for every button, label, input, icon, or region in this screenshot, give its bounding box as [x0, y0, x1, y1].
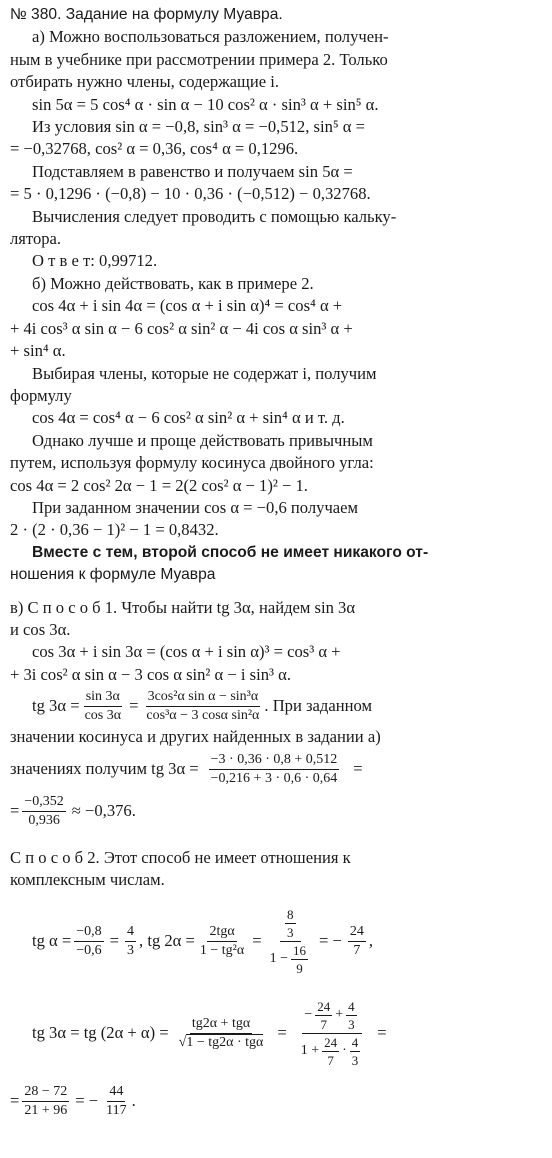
- denominator: 3: [287, 924, 294, 940]
- formula-text: = −: [75, 1091, 99, 1111]
- formula-line: = 5 · 0,1296 · (−0,8) − 10 · 0,36 · (−0,512) − 0,32768.: [10, 184, 371, 204]
- text-line: Выбирая члены, которые не содержат i, получим: [32, 363, 377, 383]
- formula-tg3a-values: [10, 749, 542, 791]
- formula-tg3a-result: [10, 791, 542, 833]
- formula-line: + 3i cos² α sin α − 3 cos α sin² α − i sin³ α.: [10, 664, 291, 684]
- fraction: [22, 1084, 69, 1119]
- formula-line: sin 5α = 5 cos⁴ α · sin α − 10 cos² α · sin³ α + sin⁵ α.: [32, 94, 379, 114]
- problem-title: № 380. Задание на формулу Муавра.: [10, 6, 283, 23]
- fraction: [350, 1035, 361, 1068]
- fraction: [209, 752, 340, 787]
- formula-final: [10, 1079, 542, 1123]
- denominator: 9: [296, 960, 303, 976]
- formula-line: cos 4α = 2 cos² 2α − 1 = 2(2 cos² α − 1)² − 1.: [10, 475, 308, 495]
- fraction: [22, 794, 65, 829]
- denominator: 7: [320, 1016, 327, 1032]
- numerator: 4: [348, 998, 355, 1014]
- fraction: [144, 689, 261, 724]
- formula-text: =: [10, 801, 20, 821]
- text-line: комплексным числам.: [10, 870, 165, 889]
- formula-text: =: [129, 695, 139, 715]
- denominator: [177, 1034, 266, 1051]
- text-line: и cos 3α.: [10, 619, 71, 639]
- formula-text: ,: [368, 931, 374, 951]
- fraction: [285, 907, 296, 940]
- numerator: −0,352: [22, 794, 65, 812]
- text-line: При заданном значении cos α = −0,6 получаем: [32, 497, 359, 517]
- fraction: [315, 999, 332, 1032]
- formula-line: cos 4α + i sin 4α = (cos α + i sin α)⁴ = cos⁴ α +: [32, 296, 343, 316]
- fraction: [177, 1016, 266, 1051]
- denominator: cos³α − 3 cosα sin²α: [146, 707, 260, 723]
- fraction: [198, 924, 246, 959]
- formula-line: cos 3α + i sin 3α = (cos α + i sin α)³ = cos³ α +: [32, 642, 341, 662]
- denominator: 117: [106, 1102, 127, 1118]
- radicand: 1 − tg2α · tgα: [186, 1034, 264, 1050]
- numerator: 4: [125, 924, 136, 942]
- formula-line: + 4i cos³ α sin α − 6 cos² α sin² α − 4i cos α sin³ α +: [10, 318, 353, 338]
- numerator: 28 − 72: [22, 1084, 69, 1102]
- denominator: −0,6: [76, 942, 102, 958]
- formula-text: 1 +: [300, 1043, 320, 1059]
- formula-text: =: [277, 1023, 287, 1043]
- formula-text: tg α =: [32, 931, 72, 951]
- formula-text: 1 −: [269, 951, 288, 967]
- answer-line: О т в е т: 0,99712.: [32, 251, 158, 271]
- remark-line: ношения к формуле Муавра: [10, 566, 216, 584]
- sqrt-icon: √: [178, 1034, 187, 1050]
- formula-text: =: [377, 1023, 387, 1043]
- fraction: [322, 1035, 339, 1068]
- numerator: 44: [107, 1084, 125, 1102]
- formula-tga-tg2a: [10, 895, 542, 987]
- denominator: 1 − tg²α: [199, 942, 245, 958]
- denominator: [299, 1034, 366, 1068]
- formula-text: tg 3α =: [32, 695, 80, 715]
- numerator: 24: [324, 1034, 338, 1050]
- formula-line: cos 4α = cos⁴ α − 6 cos² α sin² α + sin⁴ α и т. д.: [32, 408, 345, 428]
- text-line: Из условия sin α = −0,8, sin³ α = −0,512, sin⁵ α =: [32, 117, 366, 137]
- formula-text: =: [353, 759, 363, 779]
- method-heading: в) С п о с о б 1. Чтобы найти tg 3α, найдем sin 3α: [10, 597, 356, 617]
- denominator: 7: [353, 942, 361, 958]
- formula-text: =: [109, 931, 120, 951]
- formula-text: = −: [318, 931, 342, 951]
- formula-text: ·: [342, 1043, 347, 1059]
- fraction: [104, 1084, 128, 1119]
- numerator: 3cos²α sin α − sin³α: [146, 689, 261, 707]
- text-line: Однако лучше и проще действовать привычным: [32, 430, 373, 450]
- remark-line: Вместе с тем, второй способ не имеет никакого от-: [32, 543, 429, 561]
- text-line: формулу: [10, 385, 72, 405]
- text-line: лятора.: [10, 229, 62, 249]
- numerator: 24: [348, 924, 366, 942]
- text-line: путем, используя формулу косинуса двойного угла:: [10, 453, 374, 473]
- fraction: [348, 924, 366, 959]
- formula-text: −: [304, 1007, 313, 1023]
- numerator: [302, 999, 361, 1034]
- text-line: а) Можно воспользоваться разложением, получен-: [32, 27, 389, 47]
- method-heading: С п о с о б 2. Этот способ не имеет отношения к: [10, 847, 351, 867]
- formula-text: .: [131, 1091, 136, 1111]
- numerator: 24: [317, 998, 331, 1014]
- formula-text: . При заданном: [264, 695, 372, 715]
- formula-text: ≈ −0,376.: [71, 801, 136, 821]
- numerator: tg2α + tgα: [190, 1016, 252, 1034]
- formula-line: 2 · (2 · 0,36 − 1)² − 1 = 0,8432.: [10, 520, 219, 540]
- numerator: 16: [292, 942, 306, 958]
- numerator: −0,8: [74, 924, 103, 942]
- numerator: [280, 907, 301, 942]
- spacer: [10, 587, 542, 597]
- denominator: 3: [127, 942, 135, 958]
- text-line: Вычисления следует проводить с помощью кальку-: [32, 206, 397, 226]
- fraction: [125, 924, 136, 959]
- formula-text: tg 3α = tg (2α + α) =: [32, 1023, 169, 1043]
- denominator: −0,216 + 3 · 0,6 · 0,64: [210, 771, 338, 787]
- numerator: sin 3α: [84, 689, 122, 707]
- formula-text: значениях получим tg 3α =: [10, 759, 199, 779]
- formula-text: +: [335, 1007, 344, 1023]
- text-line: ным в учебнике при рассмотрении примера 2. Только: [10, 49, 388, 69]
- text-line: значении косинуса и других найденных в задании а): [10, 727, 381, 747]
- fraction: [83, 689, 124, 724]
- numerator: 8: [287, 906, 294, 922]
- denominator: 21 + 96: [24, 1102, 68, 1118]
- formula-line: = −0,32768, cos² α = 0,36, cos⁴ α = 0,1296.: [10, 139, 299, 159]
- fraction: [74, 924, 103, 959]
- fraction: [346, 999, 357, 1032]
- numerator: −3 · 0,36 · 0,8 + 0,512: [209, 752, 340, 770]
- formula-tg3a-sum: [10, 987, 542, 1079]
- denominator: 7: [327, 1052, 334, 1068]
- formula-text: =: [252, 931, 262, 951]
- denominator: 3: [348, 1016, 355, 1032]
- spacer: [10, 833, 542, 847]
- compound-fraction: [299, 999, 366, 1068]
- denominator: 0,936: [28, 813, 60, 829]
- denominator: cos 3α: [84, 707, 122, 723]
- numerator: 4: [351, 1034, 359, 1050]
- compound-fraction: [268, 907, 313, 976]
- formula-text: =: [10, 1091, 20, 1111]
- denominator: 3: [351, 1052, 359, 1068]
- text-line: Подставляем в равенство и получаем sin 5α =: [32, 161, 353, 181]
- fraction: [291, 943, 308, 976]
- text-line: б) Можно действовать, как в примере 2.: [32, 273, 314, 293]
- formula-tg3a-fraction: [10, 686, 542, 726]
- denominator: [268, 942, 313, 976]
- text-line: отбирать нужно члены, содержащие i.: [10, 72, 279, 92]
- formula-line: + sin⁴ α.: [10, 341, 66, 361]
- numerator: 2tgα: [207, 924, 236, 942]
- formula-text: , tg 2α =: [139, 931, 195, 951]
